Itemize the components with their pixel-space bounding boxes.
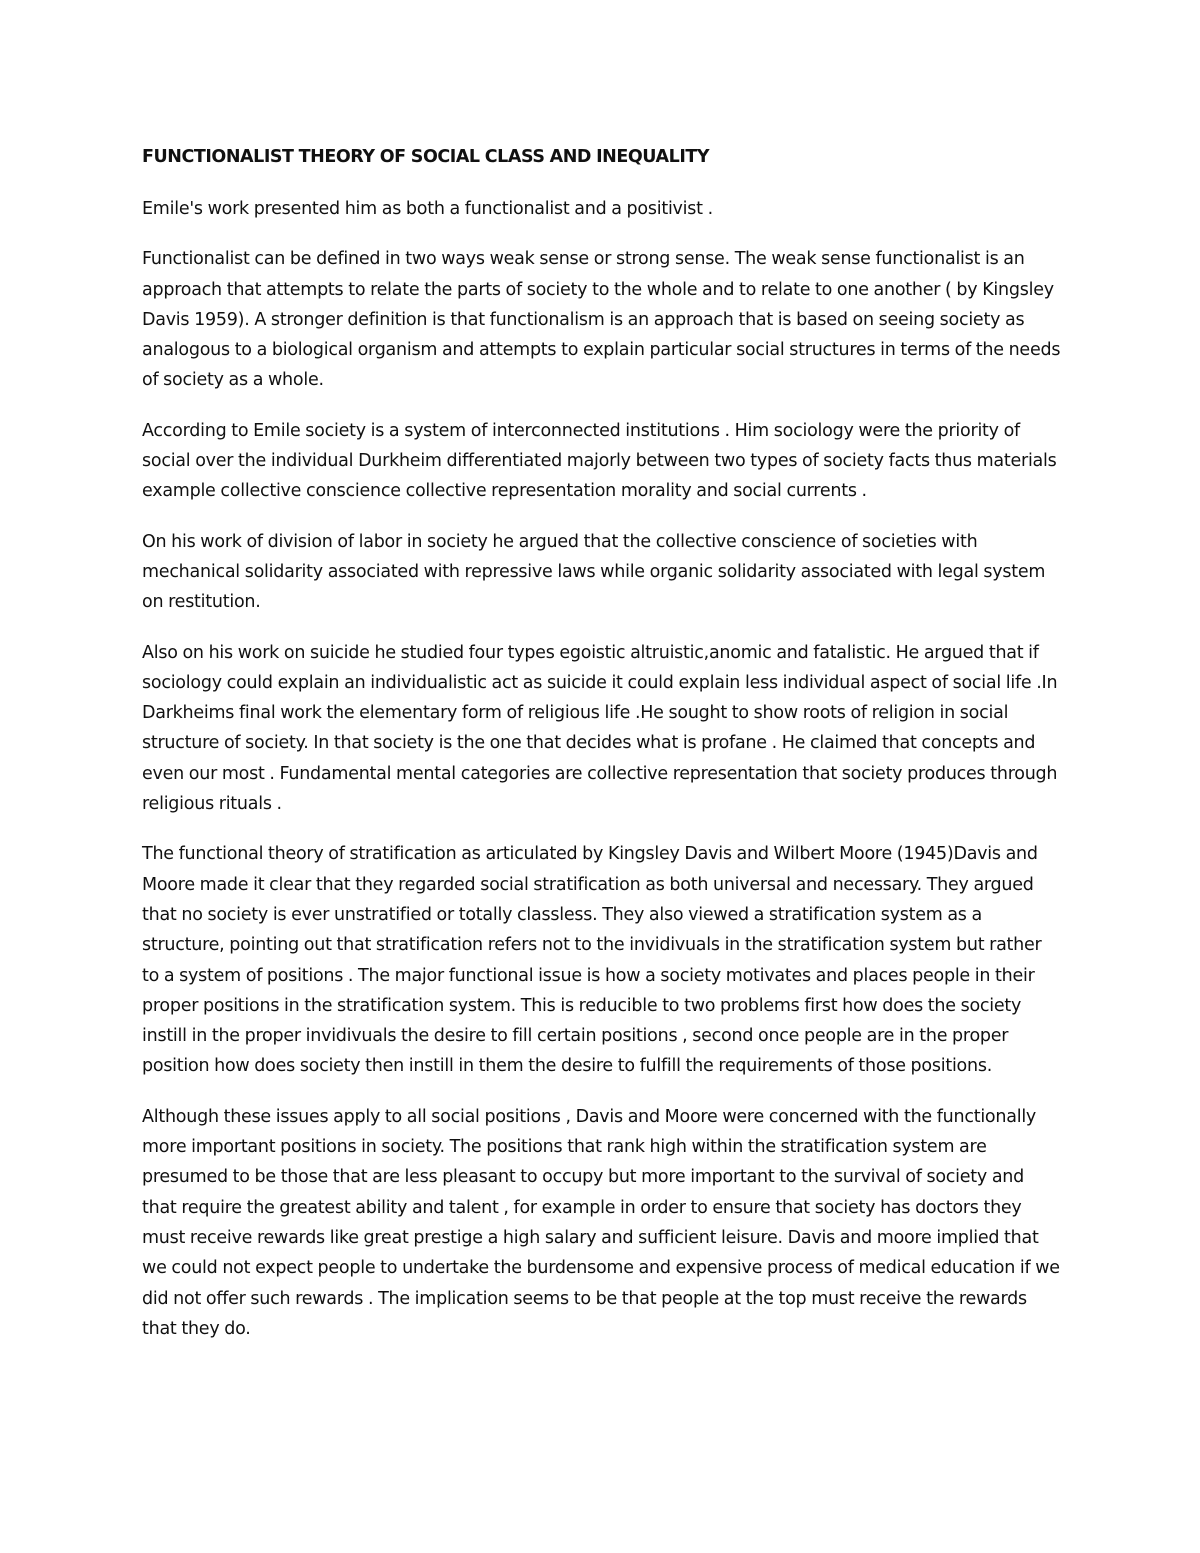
paragraph-important-positions: Although these issues apply to all social positions , Davis and Moore were concerned with the functionally more important positions in society. The positions that rank high within the stratification system are presumed to be those that are less pleasant to occupy but more important to the survival of society and that require the greatest ability and talent , for example in order to ensure that society has doctors they must receive rewards like great prestige a high salary and sufficient leisure. Davis and moore implied that we could not expect people to undertake the burdensome and expensive process of medical education if we did not offer such rewards . The implication seems to be that people at the top must receive the rewards that they do. <box>142 1106 1060 1339</box>
paragraph-suicide: Also on his work on suicide he studied four types egoistic altruistic,anomic and fatalistic. He argued that if sociology could explain an individualistic act as suicide it could explain less individual aspect of social life .In Darkheims final work the elementary form of religious life .He sought to show roots of religion in social structure of society. In that society is the one that decides what is profane . He claimed that concepts and even our most . Fundamental mental categories are collective representation that society produces through religious rituals . <box>142 642 1058 815</box>
paragraph-intro: Emile's work presented him as both a functionalist and a positivist . <box>142 199 713 219</box>
paragraph-functionalism-definition: Functionalist can be defined in two ways weak sense or strong sense. The weak sense functionalist is an approach that attempts to relate the parts of society to the whole and to relate to one another ( by Kingsley Davis 1959). A stronger definition is that functionalism is an approach that is based on seeing society as analogous to a biological organism and attempts to explain particular social structures in terms of the needs of society as a whole. <box>142 249 1061 391</box>
paragraph-emile-society: According to Emile society is a system of interconnected institutions . Him sociology were the priority of social over the individual Durkheim differentiated majorly between two types of society facts thus materials example collective conscience collective representation morality and social currents . <box>142 420 1057 502</box>
paragraph-division-of-labor: On his work of division of labor in society he argued that the collective conscience of societies with mechanical solidarity associated with repressive laws while organic solidarity associated with legal system on restitution. <box>142 531 1046 613</box>
paragraph-stratification-theory: The functional theory of stratification as articulated by Kingsley Davis and Wilbert Moore (1945)Davis and Moore made it clear that they regarded social stratification as both universal and necessary. They argued that no society is ever unstratified or totally classless. They also viewed a stratification system as a structure, pointing out that stratification refers not to the invidivuals in the stratification system but rather to a system of positions . The major functional issue is how a society motivates and places people in their proper positions in the stratification system. This is reducible to two problems first how does the society instill in the proper invidivuals the desire to fill certain positions , second once people are in the proper position how does society then instill in them the desire to fulfill the requirements of those positions. <box>142 844 1042 1077</box>
document-body <box>142 142 1062 1364</box>
document-title: FUNCTIONALIST THEORY OF SOCIAL CLASS AND INEQUALITY <box>142 147 710 167</box>
